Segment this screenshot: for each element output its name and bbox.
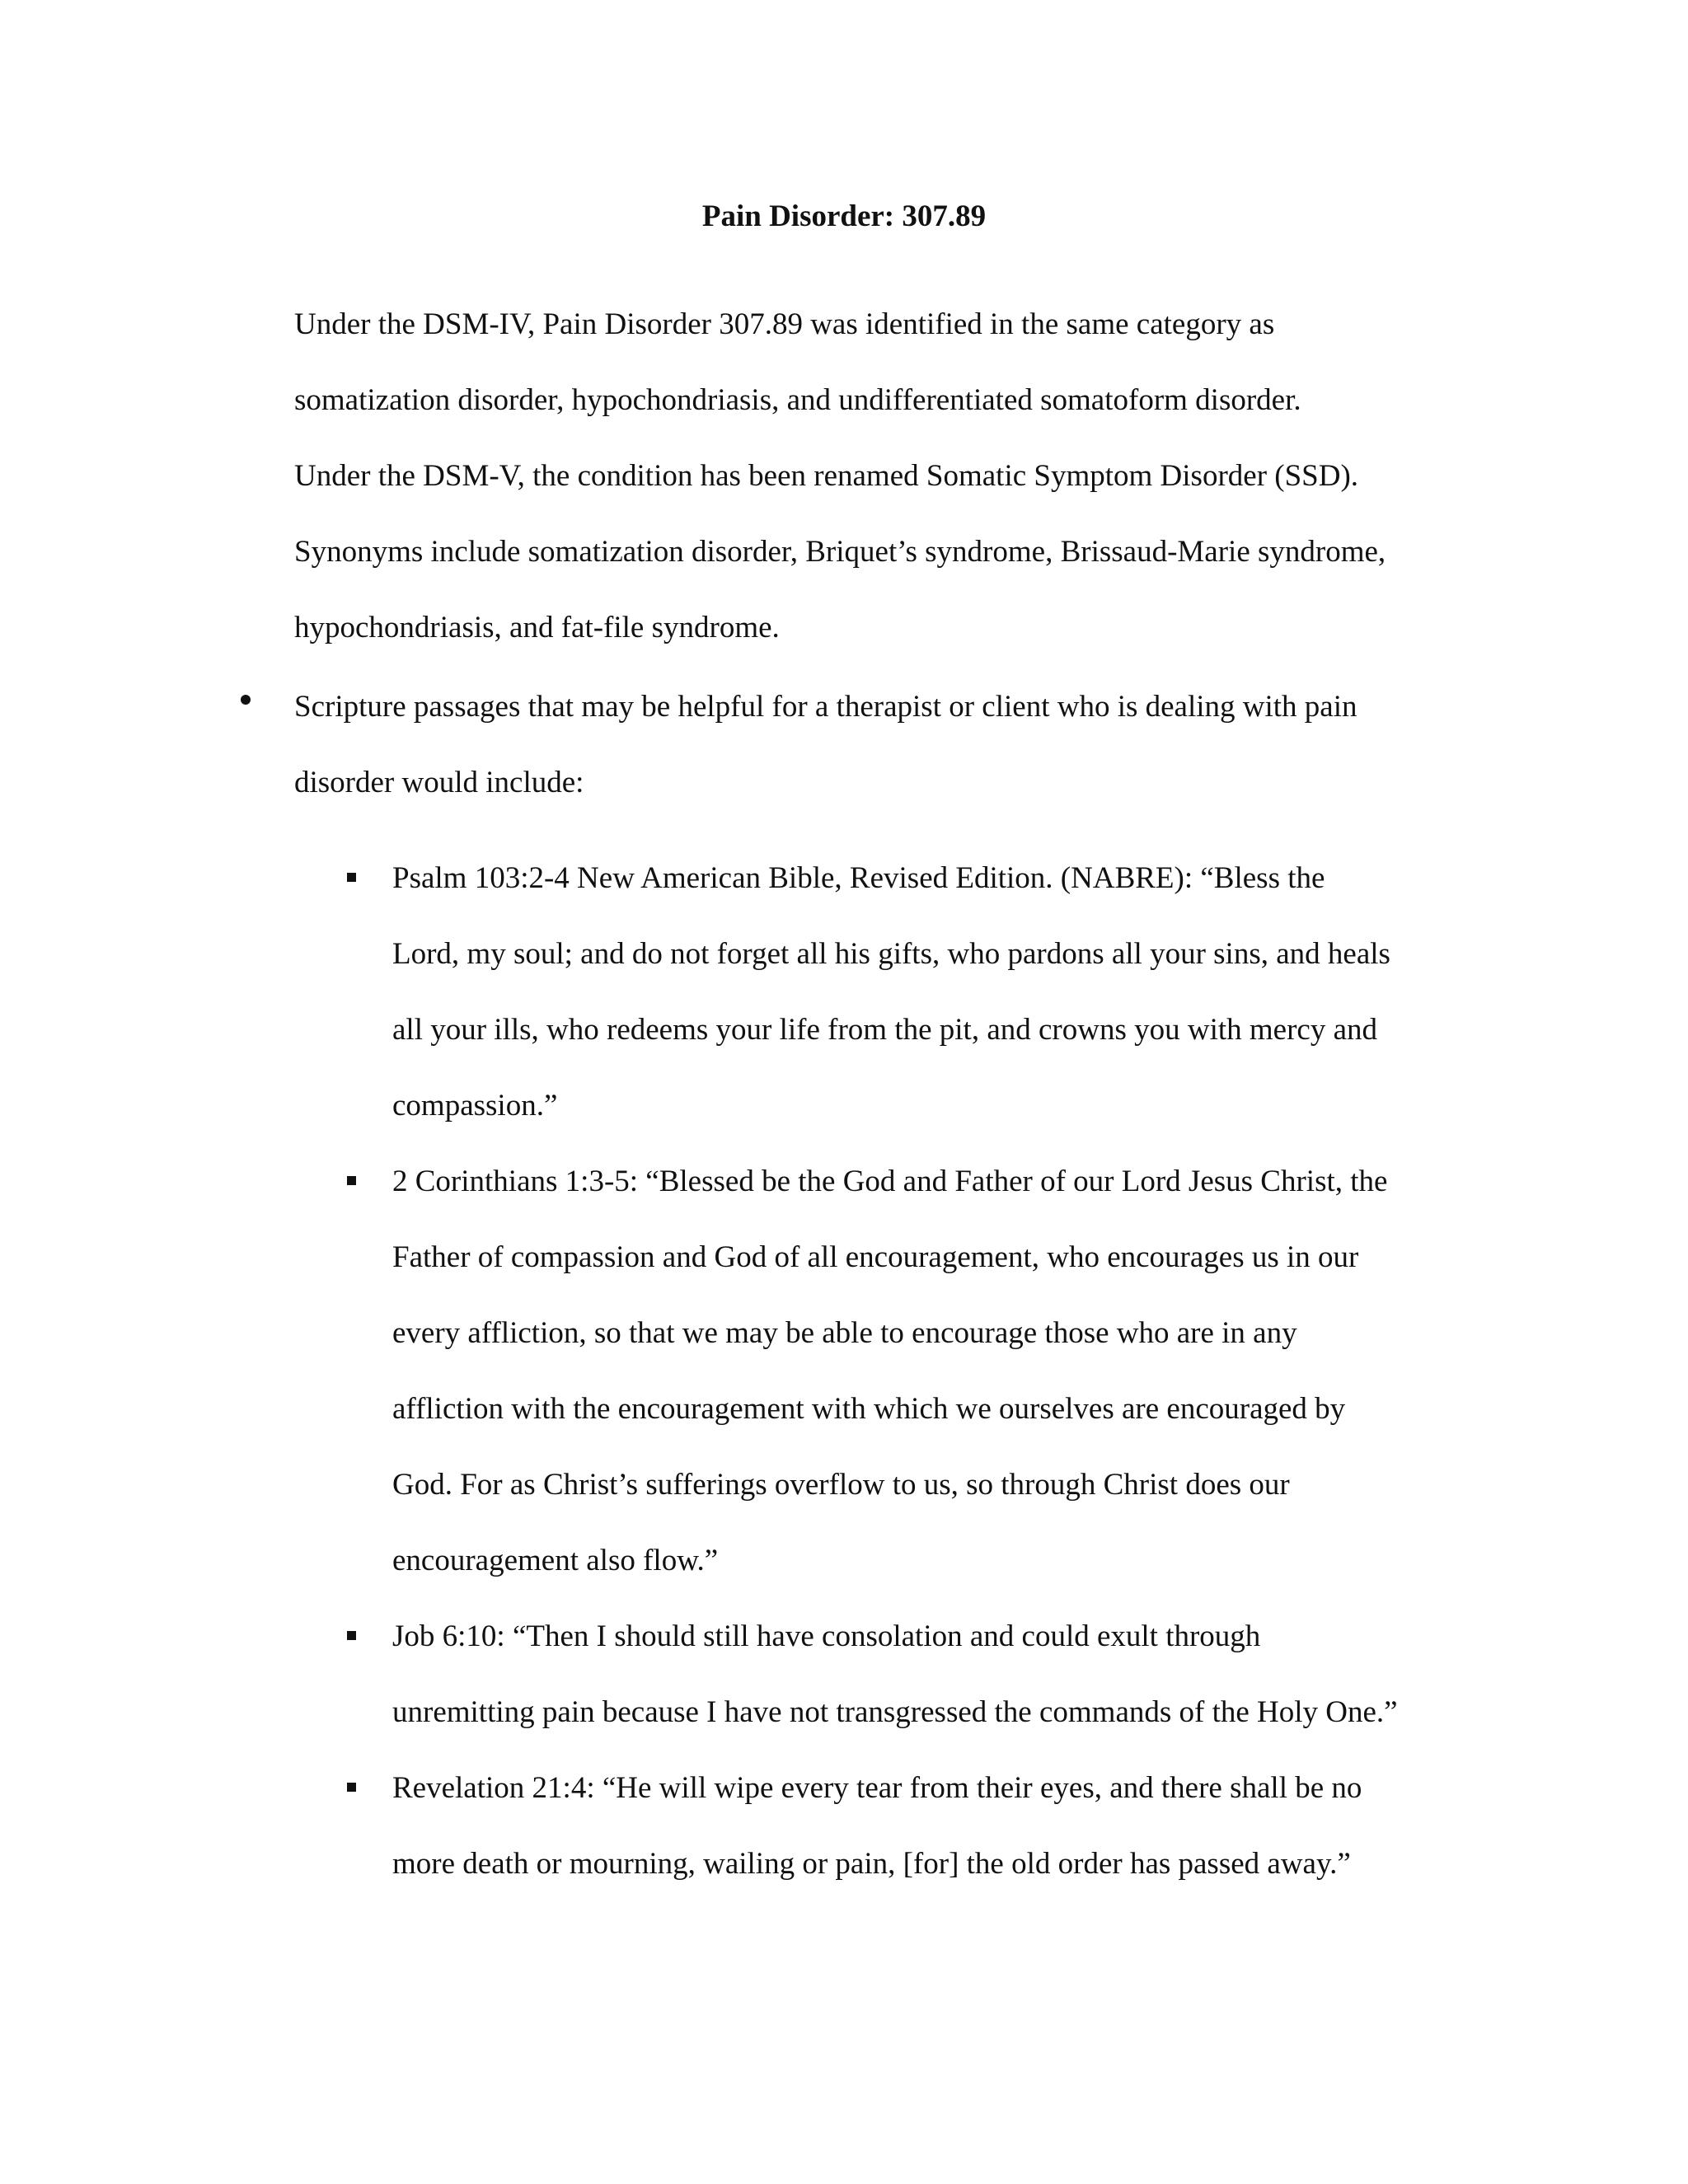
passage-line: unremitting pain because I have not transgressed the commands of the Holy One.”	[392, 1695, 1398, 1729]
passage-line: every affliction, so that we may be able to encourage those who are in any	[392, 1316, 1297, 1350]
passage-line: 2 Corinthians 1:3-5: “Blessed be the God and Father of our Lord Jesus Christ, the	[392, 1165, 1388, 1198]
passage-line: God. For as Christ’s sufferings overflow to us, so through Christ does our	[392, 1468, 1290, 1502]
passage-line: Father of compassion and God of all encouragement, who encourages us in our	[392, 1240, 1359, 1274]
passage-revelation	[392, 1750, 1489, 1902]
square-bullet-icon	[347, 1176, 356, 1185]
intro-line: somatization disorder, hypochondriasis, and undifferentiated somatoform disorder.	[294, 383, 1301, 417]
passage-line: Psalm 103:2-4 New American Bible, Revised Edition. (NABRE): “Bless the	[392, 861, 1325, 895]
intro-line: Under the DSM-IV, Pain Disorder 307.89 was identified in the same category as	[294, 307, 1275, 341]
passage-line: all your ills, who redeems your life from the pit, and crowns you with mercy and	[392, 1013, 1378, 1047]
intro-line: Under the DSM-V, the condition has been renamed Somatic Symptom Disorder (SSD).	[294, 459, 1359, 493]
passage-line: encouragement also flow.”	[392, 1544, 719, 1577]
bullet-dot-icon	[241, 695, 251, 705]
bullet-line: Scripture passages that may be helpful for a therapist or client who is dealing with pain	[294, 690, 1357, 724]
intro-line: hypochondriasis, and fat-file syndrome.	[294, 611, 780, 644]
page-title: Pain Disorder: 307.89	[701, 199, 987, 233]
passage-line: compassion.”	[392, 1089, 558, 1122]
passage-line: affliction with the encouragement with which we ourselves are encouraged by	[392, 1392, 1346, 1426]
square-bullet-icon	[347, 1783, 356, 1792]
passage-job	[392, 1599, 1489, 1750]
intro-line: Synonyms include somatization disorder, Briquet’s syndrome, Brissaud-Marie syndrome,	[294, 535, 1386, 569]
passage-psalm	[392, 841, 1489, 1144]
bullet-line: disorder would include:	[294, 766, 584, 799]
passage-line: more death or mourning, wailing or pain, [for] the old order has passed away.”	[392, 1847, 1351, 1881]
passage-line: Revelation 21:4: “He will wipe every tear from their eyes, and there shall be no	[392, 1771, 1362, 1805]
passage-corinthians	[392, 1144, 1489, 1599]
square-bullet-icon	[347, 1631, 356, 1640]
intro-paragraph	[294, 287, 1481, 666]
square-bullet-icon	[347, 873, 356, 882]
passage-line: Job 6:10: “Then I should still have consolation and could exult through	[392, 1619, 1261, 1653]
passage-line: Lord, my soul; and do not forget all his gifts, who pardons all your sins, and heals	[392, 937, 1390, 971]
scripture-bullet	[294, 669, 1481, 821]
passage-list	[392, 841, 1489, 1902]
